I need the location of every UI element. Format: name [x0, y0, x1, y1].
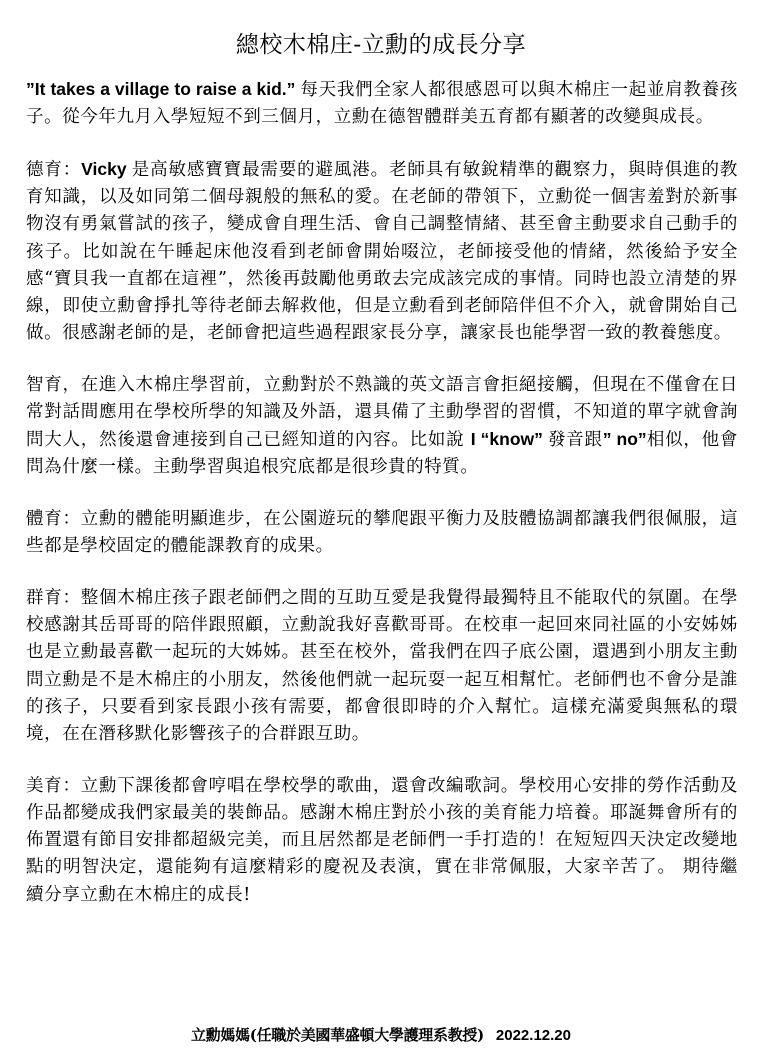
paragraph-text: 德育：: [26, 159, 82, 180]
paragraph-text: 是高敏感寶寶最需要的避風港。老師具有敏銳精準的觀察力，與時俱進的教育知識，以及如同第二個母親般的無私的愛。在老師的帶領下，立勳從一個害羞對於新事物沒有勇氣嘗試的孩子，變成會自理生活、會自己調整情緒、甚至會主動要求自己動手的孩子。比如說在午睡起床他沒看到老師會開始啜泣，老師接受他的情緒，然後給予安全感“寶貝我一直都在這裡”，然後再鼓勵他勇敢去完成該完成的事情。同時也設立清楚的界線，即使立勳會掙扎等待老師去解救他，但是立勳看到老師陪伴但不介入，就會開始自己做。很感謝老師的是，老師會把這些過程跟家長分享，讓家長也能學習一致的教養態度。: [26, 159, 738, 344]
paragraph-text: 群育：整個木棉庄孩子跟老師們之間的互助互愛是我覺得最獨特且不能取代的氛圍。在學校感謝其岳哥哥的陪伴跟照顧，立勳說我好喜歡哥哥。在校車一起回來同社區的小安姊姊也是立勳最喜歡一起玩的大姊姊。甚至在校外，當我們在四子底公園，還遇到小朋友主動問立勳是不是木棉庄的小朋友，然後他們就一起玩耍一起互相幫忙。老師們也不會分是誰的孩子，只要看到家長跟小孩有需要，都會很即時的介入幫忙。這樣充滿愛與無私的環境，在在潛移默化影響孩子的合群跟互助。: [26, 588, 738, 745]
paragraph-intellectual-education: [26, 372, 738, 482]
document-footer: [0, 1024, 762, 1045]
english-word: ” no”: [602, 429, 647, 450]
paragraph-aesthetic-education: [26, 773, 738, 909]
document-body: [26, 76, 738, 933]
paragraph-text: 發音跟: [547, 430, 603, 451]
teacher-name: Vicky: [81, 158, 132, 179]
paragraph-physical-education: [26, 506, 738, 560]
paragraph-moral-education: [26, 156, 738, 347]
paragraph-text: 智育，在進入木棉庄學習前，立勳對於不熟識的英文語言會拒絕接觸，但現在不僅會在日常對話間應用在學校所學的知識及外語，還具備了主動學習的習慣，不知道的單字就會詢問大人，然後還會連接到自己已經知道的內容。比如說: [26, 374, 738, 451]
paragraph-text: 體育：立勳的體能明顯進步，在公園遊玩的攀爬跟平衡力及肢體協調都讓我們很佩服，這些都是學校固定的體能課教育的成果。: [26, 509, 738, 557]
paragraph-social-education: [26, 585, 738, 748]
paragraph-text: 每天我們全家人都很感恩可以與木棉庄一起並肩教養孩子。從今年九月入學短短不到三個月，立勳在德智體群美五育都有顯著的改變與成長。: [26, 80, 738, 128]
document-date: 2022.12.20: [495, 1027, 571, 1044]
document-title: 總校木棉庄-立勳的成長分享: [235, 32, 527, 58]
english-word: I “know”: [470, 429, 548, 450]
quote-text: ”It takes a village to raise a kid.”: [26, 79, 301, 99]
paragraph-text: 相似，他會問為什麼一樣。主動學習與追根究底都是很珍貴的特質。: [26, 430, 739, 478]
paragraph-text: 美育：立勳下課後都會哼唱在學校學的歌曲，還會改編歌詞。學校用心安排的勞作活動及作品都變成我們家最美的裝飾品。感謝木棉庄對於小孩的美育能力培養。耶誕舞會所有的佈置還有節目安排都超級完美，而且居然都是老師們一手打造的！在短短四天決定改變地點的明智決定，還能夠有這麼精彩的慶祝及表演，實在非常佩服，大家辛苦了。 期待繼續分享立勳在木棉庄的成長!: [26, 775, 738, 905]
author-signature: 立勳媽媽(任職於美國華盛頓大學護理系教授): [191, 1026, 484, 1044]
paragraph-intro: [26, 76, 738, 131]
